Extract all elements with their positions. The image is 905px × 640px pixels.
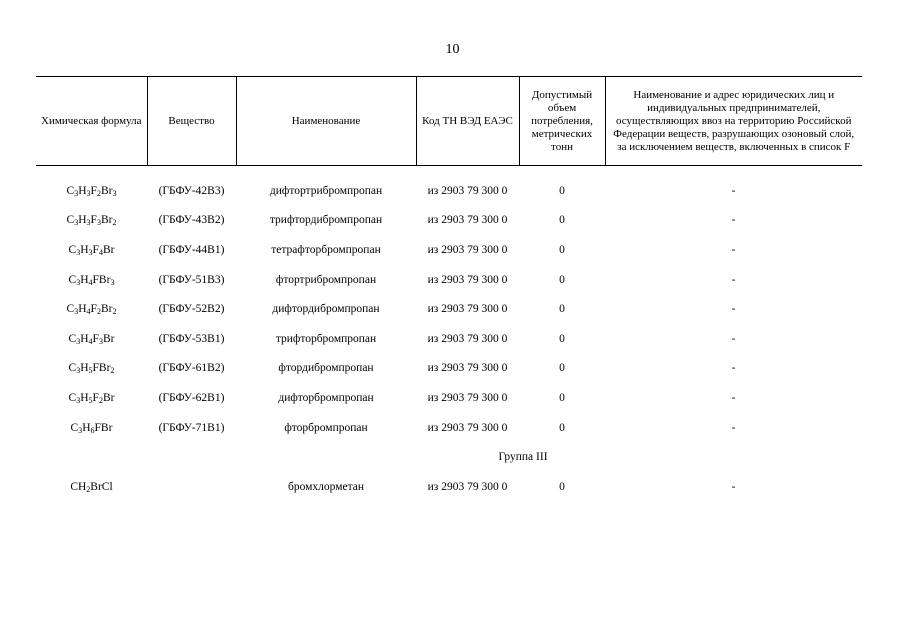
header-importers: Наименование и адрес юридических лиц и индивидуальных предпринимателей, осуществляющих ввоз на территорию Российской Федерации веществ, разрушающих озоновый слой, за исключением веществ, включенных в список F (605, 77, 862, 166)
cell-limit: 0 (559, 303, 565, 316)
cell-formula: $C_3H_5F_2Br$ (68, 391, 115, 405)
cell-name: дифтордибромпропан (272, 303, 380, 316)
cell-name: тетрафторбромпропан (271, 243, 381, 256)
table-row (36, 294, 862, 324)
cell-substance: (ГБФУ-44В1) (158, 243, 225, 256)
cell-substance: (ГБФУ-71В1) (158, 421, 225, 434)
header-formula: Химическая формула (36, 77, 147, 166)
group-row (36, 442, 862, 472)
header-substance: Вещество (147, 77, 236, 166)
cell-code: из 2903 79 300 0 (427, 243, 508, 256)
cell-importers: - (731, 303, 736, 316)
header-limit: Допустимый объем потребления, метрических тонн (519, 77, 605, 166)
cell-importers: - (731, 332, 736, 345)
cell-name: фторбромпропан (284, 421, 368, 434)
cell-code: из 2903 79 300 0 (427, 303, 508, 316)
cell-formula: $CH_2BrCl$ (70, 480, 113, 494)
cell-code: из 2903 79 300 0 (427, 421, 508, 434)
cell-limit: 0 (559, 421, 565, 434)
cell-code: из 2903 79 300 0 (427, 273, 508, 286)
cell-limit: 0 (559, 480, 565, 493)
cell-importers: - (731, 273, 736, 286)
cell-code: из 2903 79 300 0 (427, 391, 508, 404)
cell-formula: $C_3H_6FBr$ (70, 421, 113, 435)
cell-substance: (ГБФУ-43В2) (158, 214, 225, 227)
cell-importers: - (731, 243, 736, 256)
cell-formula: $C_3H_4F_2Br_2$ (66, 303, 117, 317)
cell-code: из 2903 79 300 0 (427, 214, 508, 227)
table-row (36, 324, 862, 354)
table-header-row (36, 77, 862, 166)
cell-name: дифторбромпропан (278, 391, 374, 404)
cell-limit: 0 (559, 362, 565, 375)
cell-name: трифтордибромпропан (269, 214, 383, 227)
table-row (36, 265, 862, 295)
table-row (36, 472, 862, 502)
table-row (36, 413, 862, 443)
cell-formula: $C_3H_4F_3Br$ (68, 332, 115, 346)
substances-table (36, 76, 862, 502)
header-name: Наименование (236, 77, 416, 166)
cell-name: бромхлорметан (287, 480, 365, 493)
table-row (36, 383, 862, 413)
header-code: Код ТН ВЭД ЕАЭС (416, 77, 519, 166)
cell-limit: 0 (559, 332, 565, 345)
cell-name: дифтортрибромпропан (269, 184, 383, 197)
table-row (36, 235, 862, 265)
cell-formula: $C_3H_5FBr_2$ (68, 362, 115, 376)
cell-formula: $C_3H_3F_3Br_2$ (66, 214, 117, 228)
cell-code: из 2903 79 300 0 (427, 362, 508, 375)
cell-name: трифторбромпропан (275, 332, 377, 345)
cell-limit: 0 (559, 214, 565, 227)
cell-substance: (ГБФУ-62В1) (158, 391, 225, 404)
table-row (36, 166, 862, 206)
cell-code: из 2903 79 300 0 (427, 332, 508, 345)
cell-substance: (ГБФУ-53В1) (158, 332, 225, 345)
cell-importers: - (731, 184, 736, 197)
cell-substance: (ГБФУ-52В2) (158, 303, 225, 316)
cell-substance: (ГБФУ-42В3) (158, 184, 225, 197)
cell-name: фтордибромпропан (278, 362, 374, 375)
cell-limit: 0 (559, 184, 565, 197)
cell-importers: - (731, 362, 736, 375)
table-row (36, 206, 862, 236)
cell-formula: $C_3H_4FBr_3$ (68, 273, 115, 287)
cell-code: из 2903 79 300 0 (427, 184, 508, 197)
cell-limit: 0 (559, 243, 565, 256)
cell-importers: - (731, 391, 736, 404)
cell-substance (147, 472, 236, 502)
cell-importers: - (731, 214, 736, 227)
cell-name: фтортрибромпропан (275, 273, 377, 286)
page-number: 10 (445, 42, 460, 57)
group-label: Группа III (498, 451, 548, 464)
cell-limit: 0 (559, 391, 565, 404)
table-body (36, 166, 862, 502)
cell-formula: $C_3H_3F_2Br_3$ (66, 184, 117, 198)
cell-substance: (ГБФУ-51В3) (158, 273, 225, 286)
cell-code: из 2903 79 300 0 (427, 480, 508, 493)
cell-importers: - (731, 421, 736, 434)
table-row (36, 354, 862, 384)
cell-limit: 0 (559, 273, 565, 286)
cell-formula: $C_3H_3F_4Br$ (68, 243, 115, 257)
cell-substance: (ГБФУ-61В2) (158, 362, 225, 375)
cell-importers: - (731, 480, 736, 493)
